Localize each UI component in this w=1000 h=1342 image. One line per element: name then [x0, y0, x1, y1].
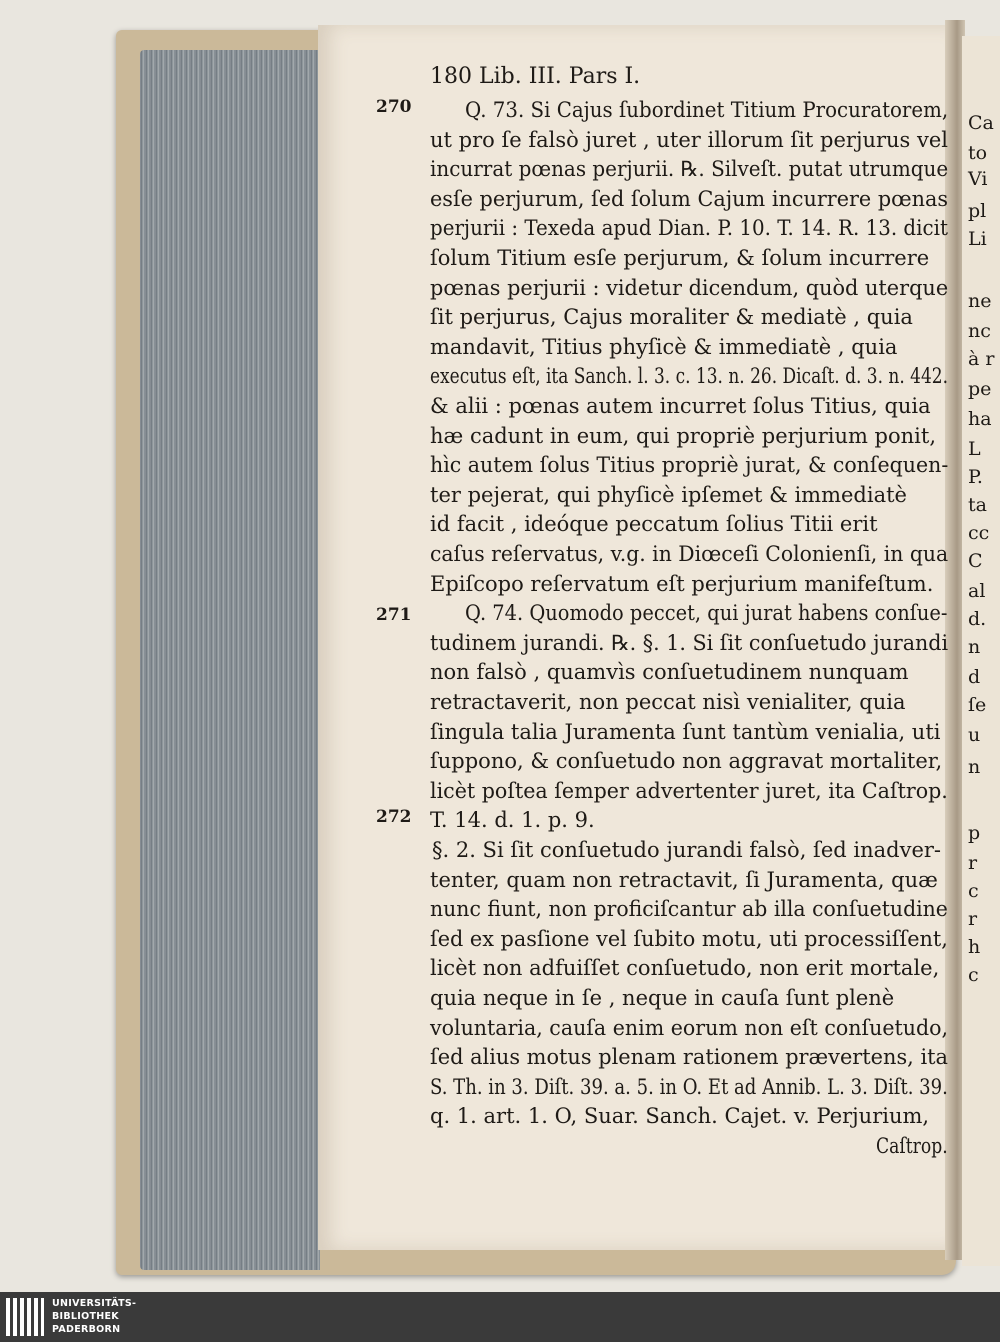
next-page-fragment: n — [968, 636, 981, 658]
text-line: incurrat pœnas perjurii. ℞. Silveſt. putat utrumque — [430, 157, 949, 182]
text-line: perjurii : Texeda apud Dian. P. 10. T. 14. R. 13. dicit — [430, 216, 948, 241]
next-page-fragment: al — [968, 580, 986, 602]
text-line: voluntaria, cauſa enim eorum non eſt conſuetudo, — [430, 1015, 949, 1040]
logo-line: PADERBORN — [52, 1324, 121, 1335]
margin-number: 270 — [376, 97, 412, 117]
text-line: T. 14. d. 1. p. 9. — [430, 808, 595, 833]
text-line: id facit , ideóque peccatum ſolius Titii erit — [430, 512, 878, 537]
next-page-fragment: r — [968, 908, 978, 930]
next-page-fragment: c — [968, 964, 979, 986]
text-line: q. 1. art. 1. O, Suar. Sanch. Cajet. v. Perjurium, — [430, 1104, 930, 1129]
text-line: tudinem jurandi. ℞. §. 1. Si ſit conſuetudo jurandi — [430, 630, 949, 655]
next-page-fragment: ha — [968, 408, 992, 430]
text-line: mandavit, Titius phyſicè & immediatè , quia — [430, 334, 898, 359]
text-line: Q. 73. Si Cajus ſubordinet Titium Procuratorem, — [465, 98, 949, 122]
next-page-fragment: d — [968, 666, 981, 688]
text-line: Caſtrop. — [876, 1134, 948, 1158]
text-line: ſolum Titium esſe perjurum, & ſolum incurrere — [430, 246, 930, 270]
next-page-fragment: Vi — [968, 168, 988, 190]
next-page-fragment: cc — [968, 522, 990, 544]
text-line: ſuppono, & conſuetudo non aggravat mortaliter, — [430, 749, 943, 774]
logo-line: UNIVERSITÄTS- — [52, 1298, 137, 1309]
next-page-fragment: to — [968, 142, 988, 164]
text-line: Q. 74. Quomodo peccet, qui jurat habens conſue- — [465, 601, 948, 626]
library-logo-icon — [6, 1298, 46, 1336]
next-page-fragment: P. — [968, 466, 983, 488]
next-page-fragment: pl — [968, 200, 987, 222]
text-line: nunc fiunt, non proficiſcantur ab illa conſuetudine — [430, 897, 948, 922]
text-line: ſed alius motus plenam rationem prævertens, ita — [430, 1045, 948, 1070]
text-line: caſus reſervatus, v.g. in Diœceſi Colonienſi, in qua — [430, 542, 949, 566]
next-page-fragment: Ca — [968, 112, 994, 134]
next-page-fragment: ſe — [968, 694, 987, 716]
next-page-fragment: nc — [968, 320, 991, 342]
running-header: 180 Lib. III. Pars I. — [430, 64, 641, 89]
library-footer — [0, 1292, 1000, 1342]
next-page-fragment: ne — [968, 290, 992, 312]
next-page-fragment: c — [968, 880, 979, 902]
next-page-fragment: r — [968, 852, 978, 874]
logo-line: BIBLIOTHEK — [52, 1311, 119, 1322]
next-page-fragment: pe — [968, 378, 992, 400]
text-line: & alii : pœnas autem incurret ſolus Titius, quia — [430, 394, 931, 418]
text-line: S. Th. in 3. Diſt. 39. a. 5. in O. Et ad Annib. L. 3. Diſt. 39. — [430, 1074, 948, 1099]
next-page-fragment: ta — [968, 494, 987, 516]
text-line: licèt non adfuiſſet conſuetudo, non erit mortale, — [430, 956, 940, 981]
next-page-fragment: C — [968, 550, 983, 572]
next-page-fragment: à r — [968, 348, 995, 370]
text-line: pœnas perjurii : videtur dicendum, quòd uterque — [430, 275, 949, 300]
next-page-fragment: p — [968, 822, 981, 844]
library-logo-text — [52, 1297, 136, 1336]
text-line: non falsò , quamvìs conſuetudinem nunquam — [430, 660, 909, 685]
text-line: §. 2. Si ſit conſuetudo jurandi falsò, ſed inadver- — [432, 838, 942, 862]
page-edges — [140, 50, 320, 1270]
margin-number: 271 — [376, 605, 412, 625]
text-line: retractaverit, non peccat nisì venialiter, quia — [430, 690, 906, 714]
text-line: hìc autem ſolus Titius propriè jurat, & conſequen- — [430, 453, 949, 478]
margin-number: 272 — [376, 807, 412, 827]
text-line: ſit perjurus, Cajus moraliter & mediatè , quia — [430, 305, 913, 330]
text-line: tenter, quam non retractavit, ſi Juramenta, quæ — [430, 867, 938, 892]
text-line: Epiſcopo reſervatum eſt perjurium manifeſtum. — [430, 571, 934, 596]
text-line: ter pejerat, qui phyſicè ipſemet & immediatè — [430, 482, 907, 507]
next-page-fragment: n — [968, 756, 981, 778]
text-line: esſe perjurum, ſed ſolum Cajum incurrere pœnas — [430, 186, 949, 211]
next-page-fragment: d. — [968, 608, 987, 630]
next-page-fragment: Li — [968, 228, 987, 250]
text-line: ut pro ſe falsò juret , uter illorum ſit perjurus vel — [430, 127, 949, 152]
text-line: quia neque in ſe , neque in cauſa ſunt plenè — [430, 986, 895, 1010]
text-line: hæ cadunt in eum, qui propriè perjurium ponit, — [430, 423, 936, 448]
text-line: executus eſt, ita Sanch. l. 3. c. 13. n. 26. Dicaſt. d. 3. n. 442. — [430, 364, 948, 389]
text-line: ſingula talia Juramenta ſunt tantùm venialia, uti — [430, 719, 941, 744]
next-page-fragment: L — [968, 438, 981, 460]
next-page-fragment: u — [968, 724, 981, 746]
text-line: licèt poſtea ſemper advertenter juret, ita Caſtrop. — [430, 778, 948, 803]
text-line: ſed ex pasſione vel ſubito motu, uti processiſſent, — [430, 926, 948, 951]
next-page-fragment: h — [968, 936, 981, 958]
